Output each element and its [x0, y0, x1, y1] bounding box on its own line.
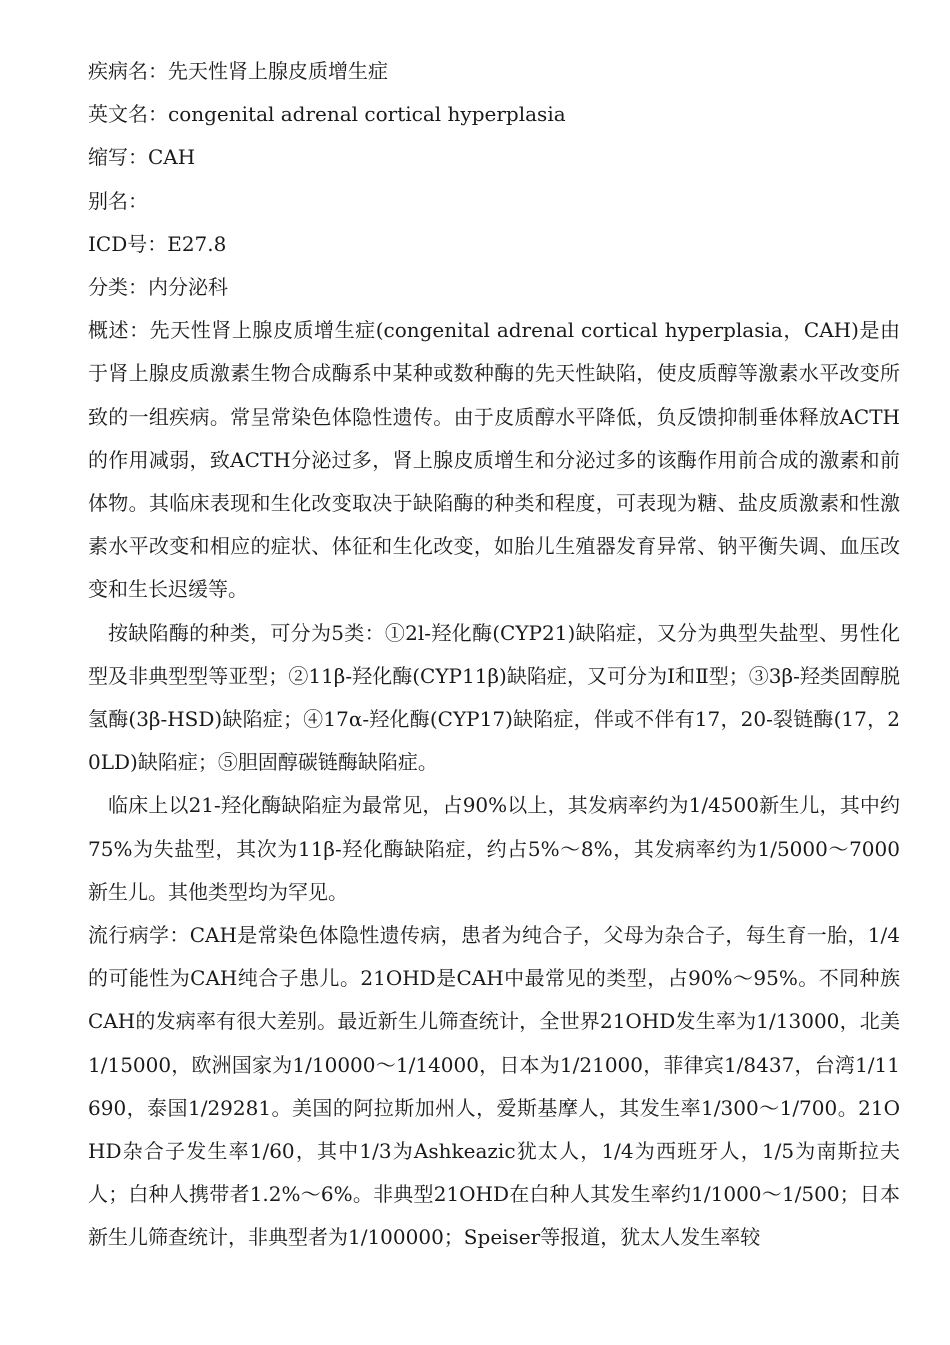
disease-name-field: 疾病名：先天性肾上腺皮质增生症	[88, 59, 388, 83]
classification-paragraph: 按缺陷酶的种类，可分为5类：①2l-羟化酶(CYP21)缺陷症，又分为典型失盐型、男性化型及非典型型等亚型；②11β-羟化酶(CYP11β)缺陷症，又可分为Ⅰ和Ⅱ型；③3β-羟类固醇脱氢酶(3β-HSD)缺陷症；④17α-羟化酶(CYP17)缺陷症，伴或不伴有17，20-裂链酶(17，20LD)缺陷症；⑤胆固醇碳链酶缺陷症。	[88, 620, 900, 775]
icd-field: ICD号：E27.8	[88, 231, 227, 256]
english-name-field: 英文名：congenital adrenal cortical hyperplasia	[88, 102, 566, 127]
clinical-paragraph: 临床上以21-羟化酶缺陷症为最常见，占90%以上，其发病率约为1/4500新生儿，其中约75%为失盐型，其次为11β-羟化酶缺陷症，约占5%～8%，其发病率约为1/5000～7000新生儿。其他类型均为罕见。	[88, 793, 900, 904]
category-field: 分类：内分泌科	[88, 275, 228, 300]
overview-paragraph: 概述：先天性肾上腺皮质增生症(congenital adrenal cortical hyperplasia，CAH)是由于肾上腺皮质激素生物合成酶系中某种或数种酶的先天性缺陷，使皮质醇等激素水平改变所致的一组疾病。常呈常染色体隐性遗传。由于皮质醇水平降低，负反馈抑制垂体释放ACTH的作用减弱，致ACTH分泌过多，肾上腺皮质增生和分泌过多的该酶作用前合成的激素和前体物。其临床表现和生化改变取决于缺陷酶的种类和程度，可表现为糖、盐皮质激素和性激素水平改变和相应的症状、体征和生化改变，如胎儿生殖器发育异常、钠平衡失调、血压改变和生长迟缓等。	[88, 318, 900, 602]
document-body	[88, 50, 900, 1260]
abbreviation-field: 缩写：CAH	[88, 145, 196, 170]
alias-field: 别名：	[88, 188, 148, 213]
epidemiology-paragraph: 流行病学：CAH是常染色体隐性遗传病，患者为纯合子，父母为杂合子，每生育一胎，1/4的可能性为CAH纯合子患儿。21OHD是CAH中最常见的类型，占90%～95%。不同种族CAH的发病率有很大差别。最近新生儿筛查统计，全世界21OHD发生率为1/13000，北美1/15000，欧洲国家为1/10000～1/14000，日本为1/21000，菲律宾1/8437，台湾1/11690，泰国1/29281。美国的阿拉斯加州人，爱斯基摩人，其发生率1/300～1/700。21OHD杂合子发生率1/60，其中1/3为Ashkeazic犹太人，1/4为西班牙人，1/5为南斯拉夫人；白种人携带者1.2%～6%。非典型21OHD在白种人其发生率约1/1000～1/500；日本新生儿筛查统计，非典型者为1/100000；Speiser等报道，犹太人发生率较	[88, 923, 900, 1250]
